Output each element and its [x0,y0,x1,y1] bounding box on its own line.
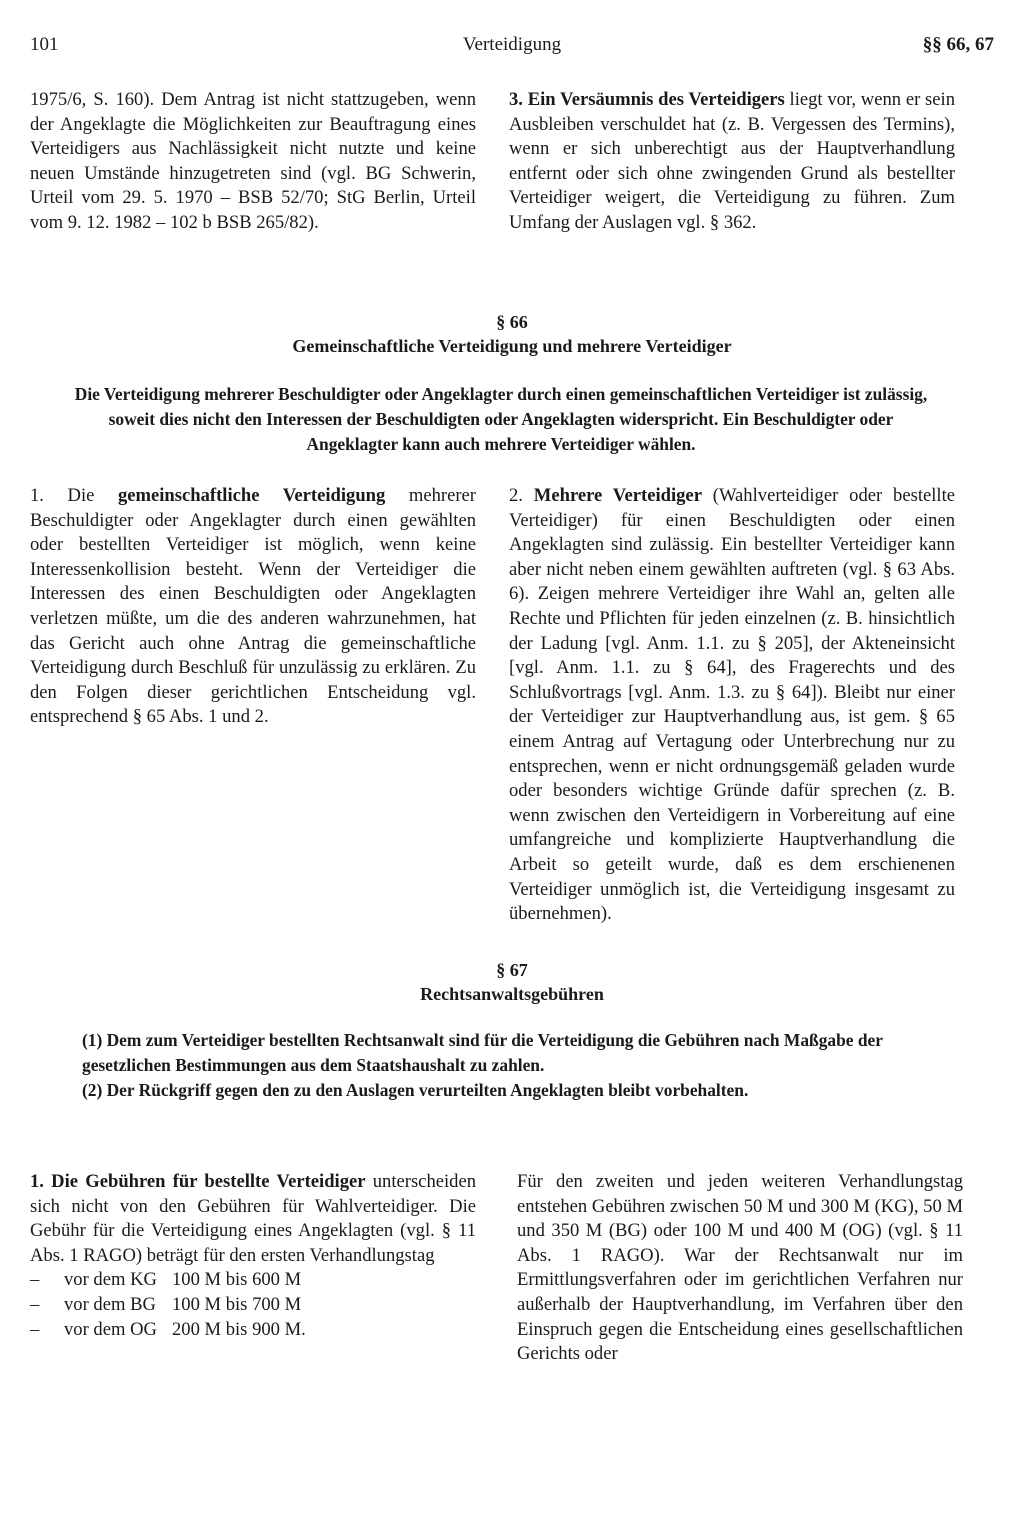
note-2-number: 2. [509,485,534,506]
section-67-right-column [517,1170,963,1367]
note-1-text: mehrerer Beschuldigter oder Angeklagter durch einen gewählten oder bestellten Verteidiger ist möglich, wenn keine Interessenkollision besteht. Wenn der Verteidiger die Interessen des einen Beschuldigten oder Angeklagten verletzen müßte, um die des anderen wahrzunehmen, hat das Gericht auch ohne Antrag die gemeinschaftliche Verteidigung durch Beschluß für unzulässig zu erklären. Zu den Folgen dieser gerichtlichen Entscheidung vgl. entsprechend § 65 Abs. 1 und 2. [30,485,477,728]
section-67-number: § 67 [496,960,528,980]
section-67-statute [82,1028,932,1103]
page-number: 101 [30,34,59,55]
page-header [30,34,994,60]
note-2-keyword: Mehrere Verteidiger [533,485,702,506]
section-67-note-1 [30,1170,476,1268]
section-66-number: § 66 [496,312,528,332]
top-right-column [509,88,955,236]
note-3-text: liegt vor, wenn er sein Ausbleiben verschuldet hat (z. B. Vergessen des Termins), wenn er sich unberechtigt aus der Hauptverhandlung entfernt oder sich ohne zwingenden Grund als bestellter Verteidiger weigert, die Verteidigung zu führen. Zum Umfang der Auslagen vgl. § 362. [509,89,955,233]
section-66-note-2 [509,484,955,927]
fees-note-text: unterscheiden sich nicht von den Gebühren für Wahlverteidiger. Die Gebühr für die Verteidigung eines Angeklagten (vgl. § 11 Abs. 1 RAGO) beträgt für den ersten Verhandlungstag [30,1171,477,1266]
section-66-right-column [509,484,955,927]
running-title: Verteidigung [462,34,562,55]
section-66-left-column [30,484,476,730]
continued-paragraph: 1975/6, S. 160). Dem Antrag ist nicht stattzugeben, wenn der Angeklagte die Möglichkeiten zur Beauftragung eines Verteidigers aus Nachlässigkeit nicht nutzte und keine neuen Umstände hinzugetreten sind (vgl. BG Schwerin, Urteil vom 29. 5. 1970 – BSB 52/70; StG Berlin, Urteil vom 9. 12. 1982 – 102 b BSB 265/82). [30,89,476,233]
section-66-statute: Die Verteidigung mehrerer Beschuldigter oder Angeklagter durch einen gemeinschaftlichen Verteidiger ist zulässig, soweit dies nicht den Interessen der Beschuldigten oder Angeklagten widerspricht. Ein Beschuldigter oder Angeklagter kann auch mehrere Verteidiger wählen. [74,384,928,454]
fees-note-keyword: Gebühren für bestellte Verteidiger [85,1171,366,1192]
list-item: – vor dem KG 100 M bis 600 M [30,1269,302,1291]
note-3-keyword: Ein Versäumnis des Verteidigers [527,89,785,110]
list-item: – vor dem BG 100 M bis 700 M [30,1293,302,1315]
note-1-keyword: gemeinschaftliche Verteidigung [117,485,386,506]
fees-continuation: Für den zweiten und jeden weiteren Verhandlungstag entstehen Gebühren zwischen 50 M und 300 M (KG), 50 M und 350 M (BG) oder 100 M und 400 M (OG) (vgl. § 11 Abs. 1 RAGO). War der Rechtsanwalt nur im Ermittlungsverfahren oder im gerichtlichen Verfahren nur außerhalb der Hauptverhandlung, im Verfahren über den Einspruch gegen die Entscheidung eines gesellschaftlichen Gerichts oder [517,1171,963,1365]
section-67-paragraph-2: (2) Der Rückgriff gegen den zu den Auslagen verurteilten Angeklagten bleibt vorbehalten. [82,1080,749,1100]
section-67-paragraph-1: (1) Dem zum Verteidiger bestellten Rechtsanwalt sind für die Verteidigung die Gebühren nach Maßgabe der gesetzlichen Bestimmungen aus dem Staatshaushalt zu zahlen. [82,1030,883,1075]
fees-list [30,1268,476,1342]
note-2-text: (Wahlverteidiger oder bestellte Verteidiger) für einen Beschuldigten oder einen Angeklagten sind zulässig. Ein bestellter Verteidiger kann aber nicht neben einem gewählten auftreten (vgl. § 63 Abs. 6). Zeigen mehrere Verteidiger ihre Wahl an, gelten alle Rechte und Pflichten für jeden einzelnen (z. B. hinsichtlich der Ladung [vgl. Anm. 1.1. zu § 205], der Akteneinsicht [vgl. Anm. 1.1. zu § 64], des Fragerechts und des Schlußvortrags [vgl. Anm. 1.3. zu § 64]). Bleibt nur einer der Verteidiger zur Hauptverhandlung aus, ist gem. § 65 einem Antrag auf Vertagung oder Unterbrechung nur zu entsprechen, wenn er nicht ordnungsgemäß geladen wurde oder besonders wichtige Gründe dafür sprechen (z. B. wenn zwischen den Verteidigern in Vorbereitung auf eine umfangreiche und komplizierte Hauptverhandlung die Arbeit so geteilt wurde, daß es dem erschienenen Verteidiger unmöglich ist, die Verteidigung insgesamt zu übernehmen). [509,485,955,925]
note-3-paragraph [509,88,955,236]
fees-note-number: 1. Die [30,1171,86,1192]
section-67-heading: Rechtsanwaltsgebühren [420,984,604,1004]
top-left-column [30,88,476,236]
note-1-number: 1. Die [30,485,118,506]
section-66-note-1 [30,484,476,730]
note-3-number: 3. [509,89,523,110]
section-67-left-column [30,1170,476,1342]
section-range: §§ 66, 67 [922,34,994,55]
section-66-heading: Gemeinschaftliche Verteidigung und mehrere Verteidiger [292,336,732,356]
list-item: – vor dem OG 200 M bis 900 M. [30,1318,306,1340]
